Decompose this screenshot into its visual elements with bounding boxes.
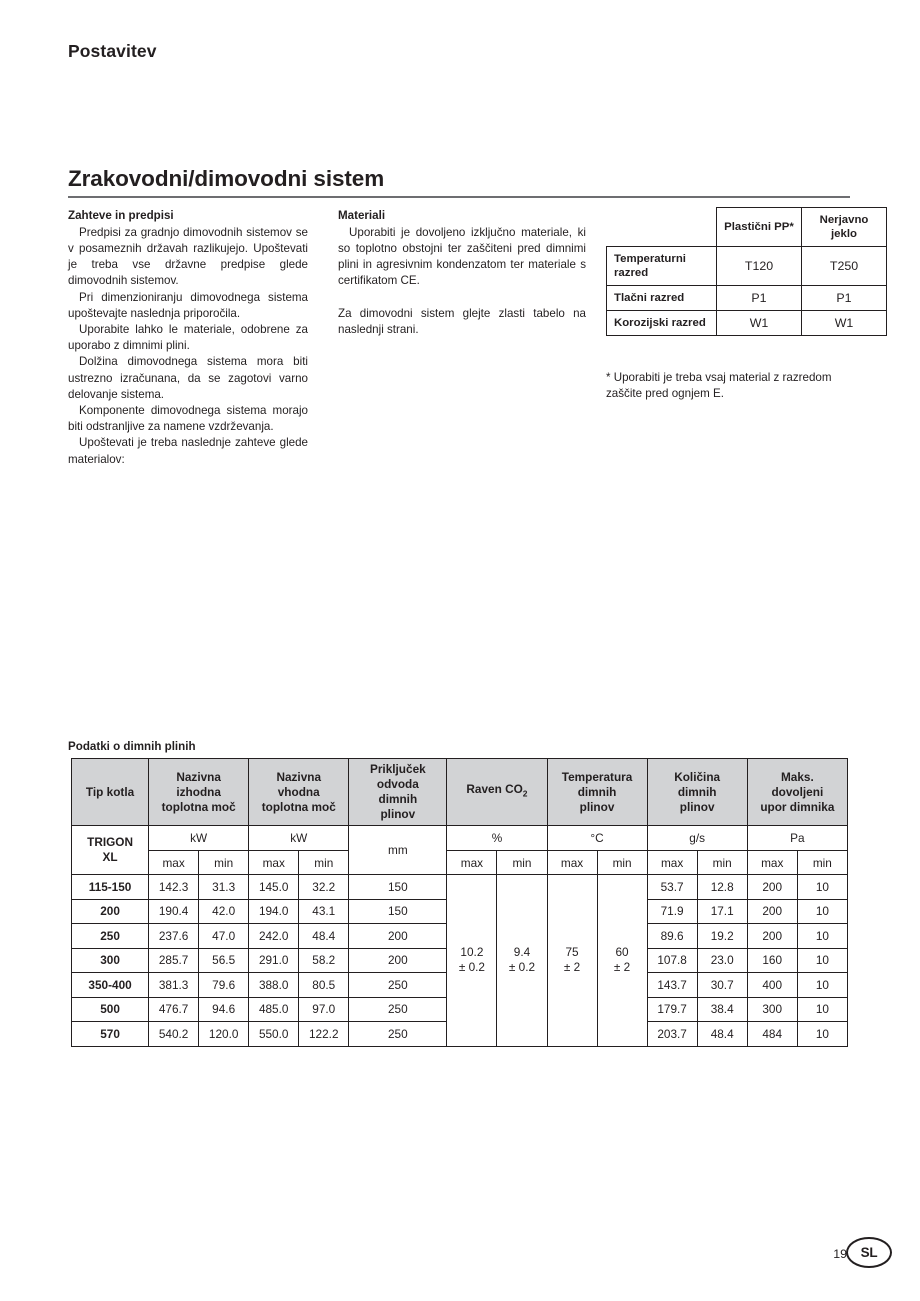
cell-resistance-max: 200 bbox=[747, 899, 797, 924]
fluegas-table-caption: Podatki o dimnih plinih bbox=[68, 740, 196, 753]
cell-input-max: 485.0 bbox=[249, 997, 299, 1022]
cell-value: T250 bbox=[802, 247, 887, 286]
cell-resistance-max: 300 bbox=[747, 997, 797, 1022]
paragraph: Upoštevati je treba naslednje zahteve glede materialov: bbox=[68, 436, 308, 466]
minmax-label: min bbox=[797, 851, 847, 875]
cell-resistance-min: 10 bbox=[797, 899, 847, 924]
cell-boiler-type: 570 bbox=[72, 1022, 149, 1047]
unit-input: kW bbox=[249, 826, 349, 851]
unit-connection: mm bbox=[349, 826, 447, 875]
paragraph: Uporabiti je dovoljeno izključno materiale, ki so toplotno obstojni ter zaščiteni pred dimnimi plini in agresivnim kondenzatom ter materiale s certifikatom CE. bbox=[338, 225, 586, 288]
minmax-label: min bbox=[299, 851, 349, 875]
cell-connection: 200 bbox=[349, 924, 447, 949]
cell-quantity-max: 89.6 bbox=[647, 924, 697, 949]
paragraph: Za dimovodni sistem glejte zlasti tabelo na naslednji strani. bbox=[338, 306, 586, 336]
cell-resistance-max: 200 bbox=[747, 875, 797, 900]
unit-co2: % bbox=[447, 826, 547, 851]
header-flue-temperature: Temperatura dimnih plinov bbox=[547, 759, 647, 826]
column-materials-heading: Materiali bbox=[338, 209, 386, 222]
unit-resistance: Pa bbox=[747, 826, 847, 851]
cell-output-max: 381.3 bbox=[149, 973, 199, 998]
cell-resistance-min: 10 bbox=[797, 1022, 847, 1047]
cell-quantity-min: 17.1 bbox=[697, 899, 747, 924]
cell-value: P1 bbox=[802, 286, 887, 311]
cell-connection: 150 bbox=[349, 875, 447, 900]
title-divider bbox=[68, 196, 850, 198]
paragraph: Predpisi za gradnjo dimovodnih sistemov se v posameznih državah razlikujejo. Upoštevati je treba vse državne predpise glede dimovodnih sistemov. bbox=[68, 225, 308, 288]
cell-resistance-max: 484 bbox=[747, 1022, 797, 1047]
table-header-row bbox=[607, 208, 887, 247]
cell-connection: 250 bbox=[349, 997, 447, 1022]
corner-cell bbox=[607, 208, 717, 247]
cell-output-max: 285.7 bbox=[149, 948, 199, 973]
cell-value: W1 bbox=[717, 311, 802, 336]
row-header-temperature-class: Temperaturni razred bbox=[607, 247, 717, 286]
cell-connection: 250 bbox=[349, 1022, 447, 1047]
table-unit-row bbox=[72, 826, 848, 851]
cell-resistance-min: 10 bbox=[797, 973, 847, 998]
cell-output-max: 237.6 bbox=[149, 924, 199, 949]
cell-boiler-type: 115-150 bbox=[72, 875, 149, 900]
cell-input-max: 194.0 bbox=[249, 899, 299, 924]
cell-boiler-type: 500 bbox=[72, 997, 149, 1022]
table-row bbox=[607, 311, 887, 336]
running-head: Postavitev bbox=[68, 41, 157, 61]
fluegas-data-table bbox=[71, 758, 848, 1047]
table-minmax-row bbox=[72, 851, 848, 875]
cell-output-max: 476.7 bbox=[149, 997, 199, 1022]
cell-temperature-min: 60 ± 2 bbox=[597, 875, 647, 1047]
cell-output-min: 120.0 bbox=[199, 1022, 249, 1047]
page-title: Zrakovodni/dimovodni sistem bbox=[68, 166, 385, 191]
cell-input-min: 43.1 bbox=[299, 899, 349, 924]
cell-resistance-max: 400 bbox=[747, 973, 797, 998]
cell-quantity-min: 38.4 bbox=[697, 997, 747, 1022]
table-row bbox=[607, 247, 887, 286]
cell-input-min: 80.5 bbox=[299, 973, 349, 998]
minmax-label: max bbox=[249, 851, 299, 875]
unit-quantity: g/s bbox=[647, 826, 747, 851]
cell-input-min: 97.0 bbox=[299, 997, 349, 1022]
cell-resistance-max: 160 bbox=[747, 948, 797, 973]
cell-resistance-max: 200 bbox=[747, 924, 797, 949]
cell-value: P1 bbox=[717, 286, 802, 311]
column-requirements bbox=[68, 208, 308, 468]
row-header-corrosion-class: Korozijski razred bbox=[607, 311, 717, 336]
cell-value: T120 bbox=[717, 247, 802, 286]
unit-temperature: °C bbox=[547, 826, 647, 851]
cell-resistance-min: 10 bbox=[797, 997, 847, 1022]
header-nominal-input: Nazivna vhodna toplotna moč bbox=[249, 759, 349, 826]
column-materials bbox=[338, 208, 586, 338]
minmax-label: max bbox=[447, 851, 497, 875]
cell-connection: 250 bbox=[349, 973, 447, 998]
cell-value: W1 bbox=[802, 311, 887, 336]
cell-quantity-max: 71.9 bbox=[647, 899, 697, 924]
paragraph: Dolžina dimovodnega sistema mora biti ustrezno izračunana, da se zagotovi varno delovanje sistema. bbox=[68, 355, 308, 401]
table-row bbox=[607, 286, 887, 311]
cell-quantity-max: 203.7 bbox=[647, 1022, 697, 1047]
minmax-label: max bbox=[647, 851, 697, 875]
cell-resistance-min: 10 bbox=[797, 875, 847, 900]
header-flue-quantity: Količina dimnih plinov bbox=[647, 759, 747, 826]
cell-output-min: 42.0 bbox=[199, 899, 249, 924]
cell-output-min: 47.0 bbox=[199, 924, 249, 949]
cell-quantity-min: 12.8 bbox=[697, 875, 747, 900]
minmax-label: min bbox=[697, 851, 747, 875]
cell-quantity-max: 143.7 bbox=[647, 973, 697, 998]
materials-class-table bbox=[606, 207, 887, 336]
cell-connection: 150 bbox=[349, 899, 447, 924]
locale-badge: SL bbox=[846, 1237, 892, 1268]
cell-input-min: 48.4 bbox=[299, 924, 349, 949]
column-header-steel: Nerjavno jeklo bbox=[802, 208, 887, 247]
cell-quantity-max: 107.8 bbox=[647, 948, 697, 973]
cell-quantity-max: 53.7 bbox=[647, 875, 697, 900]
cell-quantity-min: 48.4 bbox=[697, 1022, 747, 1047]
cell-quantity-min: 19.2 bbox=[697, 924, 747, 949]
cell-resistance-min: 10 bbox=[797, 948, 847, 973]
cell-input-max: 242.0 bbox=[249, 924, 299, 949]
minmax-label: max bbox=[547, 851, 597, 875]
cell-output-max: 540.2 bbox=[149, 1022, 199, 1047]
minmax-label: max bbox=[747, 851, 797, 875]
minmax-label: min bbox=[597, 851, 647, 875]
cell-input-max: 291.0 bbox=[249, 948, 299, 973]
cell-boiler-type: 250 bbox=[72, 924, 149, 949]
table-header-row bbox=[72, 759, 848, 826]
minmax-label: min bbox=[199, 851, 249, 875]
brand-label: TRIGON XL bbox=[72, 826, 149, 875]
header-nominal-output: Nazivna izhodna toplotna moč bbox=[149, 759, 249, 826]
paragraph: Pri dimenzioniranju dimovodnega sistema upoštevajte naslednja priporočila. bbox=[68, 290, 308, 320]
cell-quantity-min: 30.7 bbox=[697, 973, 747, 998]
cell-input-min: 122.2 bbox=[299, 1022, 349, 1047]
cell-input-max: 550.0 bbox=[249, 1022, 299, 1047]
cell-input-min: 58.2 bbox=[299, 948, 349, 973]
page-number: 19 bbox=[833, 1247, 847, 1261]
header-co2-level: Raven $CO_2$ bbox=[447, 759, 547, 826]
cell-boiler-type: 350-400 bbox=[72, 973, 149, 998]
cell-connection: 200 bbox=[349, 948, 447, 973]
row-header-pressure-class: Tlačni razred bbox=[607, 286, 717, 311]
cell-co2-max: 10.2 ± 0.2 bbox=[447, 875, 497, 1047]
unit-output: kW bbox=[149, 826, 249, 851]
cell-quantity-max: 179.7 bbox=[647, 997, 697, 1022]
cell-resistance-min: 10 bbox=[797, 924, 847, 949]
cell-output-max: 142.3 bbox=[149, 875, 199, 900]
cell-input-max: 388.0 bbox=[249, 973, 299, 998]
cell-input-min: 32.2 bbox=[299, 875, 349, 900]
header-boiler-type: Tip kotla bbox=[72, 759, 149, 826]
column-header-plastic: Plastični PP* bbox=[717, 208, 802, 247]
minmax-label: max bbox=[149, 851, 199, 875]
cell-co2-min: 9.4 ± 0.2 bbox=[497, 875, 547, 1047]
paragraph: Komponente dimovodnega sistema morajo biti odstranljive za namene vzdrževanja. bbox=[68, 403, 308, 434]
header-flue-connection: Priključek odvoda dimnih plinov bbox=[349, 759, 447, 826]
cell-input-max: 145.0 bbox=[249, 875, 299, 900]
cell-output-min: 79.6 bbox=[199, 973, 249, 998]
table-row bbox=[72, 875, 848, 900]
cell-temperature-max: 75 ± 2 bbox=[547, 875, 597, 1047]
cell-output-min: 31.3 bbox=[199, 875, 249, 900]
cell-output-max: 190.4 bbox=[149, 899, 199, 924]
cell-boiler-type: 300 bbox=[72, 948, 149, 973]
cell-quantity-min: 23.0 bbox=[697, 948, 747, 973]
materials-footnote: * Uporabiti je treba vsaj material z razredom zaščite pred ognjem E. bbox=[606, 371, 832, 401]
minmax-label: min bbox=[497, 851, 547, 875]
cell-output-min: 56.5 bbox=[199, 948, 249, 973]
cell-boiler-type: 200 bbox=[72, 899, 149, 924]
header-max-chimney-resistance: Maks. dovoljeni upor dimnika bbox=[747, 759, 847, 826]
paragraph: Uporabite lahko le materiale, odobrene za uporabo z dimnimi plini. bbox=[68, 322, 308, 353]
cell-output-min: 94.6 bbox=[199, 997, 249, 1022]
column-requirements-heading: Zahteve in predpisi bbox=[68, 209, 174, 222]
